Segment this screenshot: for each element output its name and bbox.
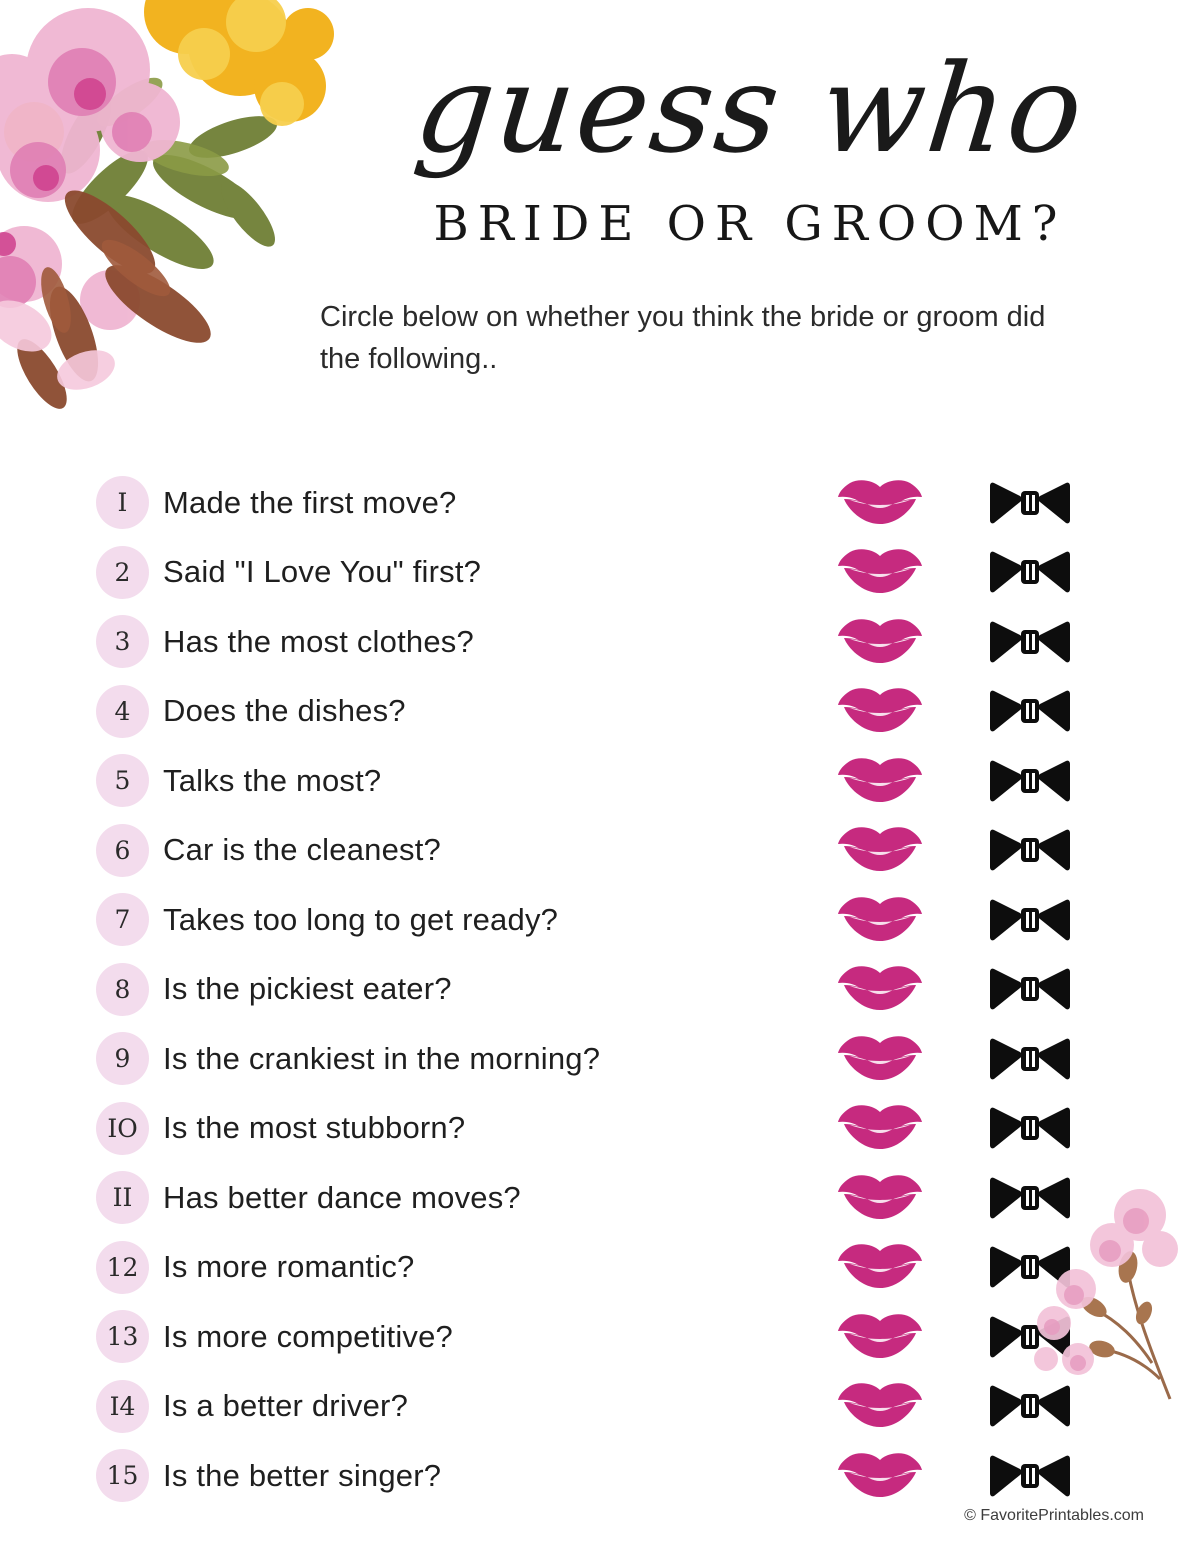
question-number-badge: 3: [96, 615, 149, 668]
lips-icon[interactable]: [838, 619, 922, 665]
question-number-badge: 4: [96, 685, 149, 738]
bow-tie-icon[interactable]: [988, 1105, 1072, 1151]
question-number-badge: I4: [96, 1380, 149, 1433]
bow-tie-icon[interactable]: [988, 480, 1072, 526]
lips-icon[interactable]: [838, 1036, 922, 1082]
lips-icon[interactable]: [838, 1383, 922, 1429]
table-row: [0, 1024, 1200, 1094]
question-number-badge: 9: [96, 1032, 149, 1085]
bow-tie-icon[interactable]: [988, 897, 1072, 943]
question-text: Does the dishes?: [163, 693, 406, 729]
table-row: [0, 1302, 1200, 1372]
bow-tie-icon[interactable]: [988, 549, 1072, 595]
lips-icon[interactable]: [838, 827, 922, 873]
page-header: [0, 0, 1200, 430]
question-number-badge: 15: [96, 1449, 149, 1502]
bow-tie-icon[interactable]: [988, 619, 1072, 665]
lips-icon[interactable]: [838, 1453, 922, 1499]
question-text: Is the crankiest in the morning?: [163, 1040, 601, 1076]
question-text: Has the most clothes?: [163, 623, 474, 659]
table-row: [0, 1441, 1200, 1511]
question-text: Is the pickiest eater?: [163, 971, 452, 1007]
bow-tie-icon[interactable]: [988, 1453, 1072, 1499]
question-number-badge: 6: [96, 824, 149, 877]
lips-icon[interactable]: [838, 1314, 922, 1360]
table-row: [0, 1094, 1200, 1164]
question-list: [0, 468, 1200, 1511]
table-row: [0, 677, 1200, 747]
lips-icon[interactable]: [838, 480, 922, 526]
bow-tie-icon[interactable]: [988, 688, 1072, 734]
page-subtitle: BRIDE OR GROOM?: [433, 196, 1067, 252]
lips-icon[interactable]: [838, 1175, 922, 1221]
credit-text: © FavoritePrintables.com: [964, 1507, 1144, 1524]
question-text: Takes too long to get ready?: [163, 901, 559, 937]
bow-tie-icon[interactable]: [988, 966, 1072, 1012]
lips-icon[interactable]: [838, 549, 922, 595]
bow-tie-icon[interactable]: [988, 1036, 1072, 1082]
bow-tie-icon[interactable]: [988, 1383, 1072, 1429]
page-title: guess who: [408, 38, 1092, 180]
lips-icon[interactable]: [838, 1244, 922, 1290]
question-number-badge: 12: [96, 1241, 149, 1294]
question-number-badge: 7: [96, 893, 149, 946]
question-number-badge: 5: [96, 754, 149, 807]
question-text: Is more romantic?: [163, 1249, 415, 1285]
question-text: Is more competitive?: [163, 1318, 453, 1354]
question-number-badge: 8: [96, 963, 149, 1016]
bow-tie-icon[interactable]: [988, 827, 1072, 873]
question-text: Is the most stubborn?: [163, 1110, 466, 1146]
table-row: [0, 816, 1200, 886]
lips-icon[interactable]: [838, 688, 922, 734]
question-number-badge: I: [96, 476, 149, 529]
question-text: Car is the cleanest?: [163, 832, 441, 868]
table-row: [0, 607, 1200, 677]
table-row: [0, 538, 1200, 608]
lips-icon[interactable]: [838, 1105, 922, 1151]
question-text: Has better dance moves?: [163, 1179, 521, 1215]
question-number-badge: IO: [96, 1102, 149, 1155]
question-text: Said "I Love You" first?: [163, 554, 482, 590]
question-number-badge: 2: [96, 546, 149, 599]
question-text: Is the better singer?: [163, 1457, 442, 1493]
lips-icon[interactable]: [838, 897, 922, 943]
question-number-badge: II: [96, 1171, 149, 1224]
question-number-badge: 13: [96, 1310, 149, 1363]
table-row: [0, 746, 1200, 816]
bow-tie-icon[interactable]: [988, 1175, 1072, 1221]
question-text: Talks the most?: [163, 762, 382, 798]
lips-icon[interactable]: [838, 966, 922, 1012]
table-row: [0, 955, 1200, 1025]
table-row: [0, 1163, 1200, 1233]
lips-icon[interactable]: [838, 758, 922, 804]
bow-tie-icon[interactable]: [988, 1244, 1072, 1290]
question-text: Is a better driver?: [163, 1388, 409, 1424]
bow-tie-icon[interactable]: [988, 758, 1072, 804]
table-row: [0, 468, 1200, 538]
question-text: Made the first move?: [163, 484, 457, 520]
table-row: [0, 1233, 1200, 1303]
bow-tie-icon[interactable]: [988, 1314, 1072, 1360]
table-row: [0, 885, 1200, 955]
table-row: [0, 1372, 1200, 1442]
instructions-text: Circle below on whether you think the bride or groom did the following..: [320, 301, 1046, 376]
